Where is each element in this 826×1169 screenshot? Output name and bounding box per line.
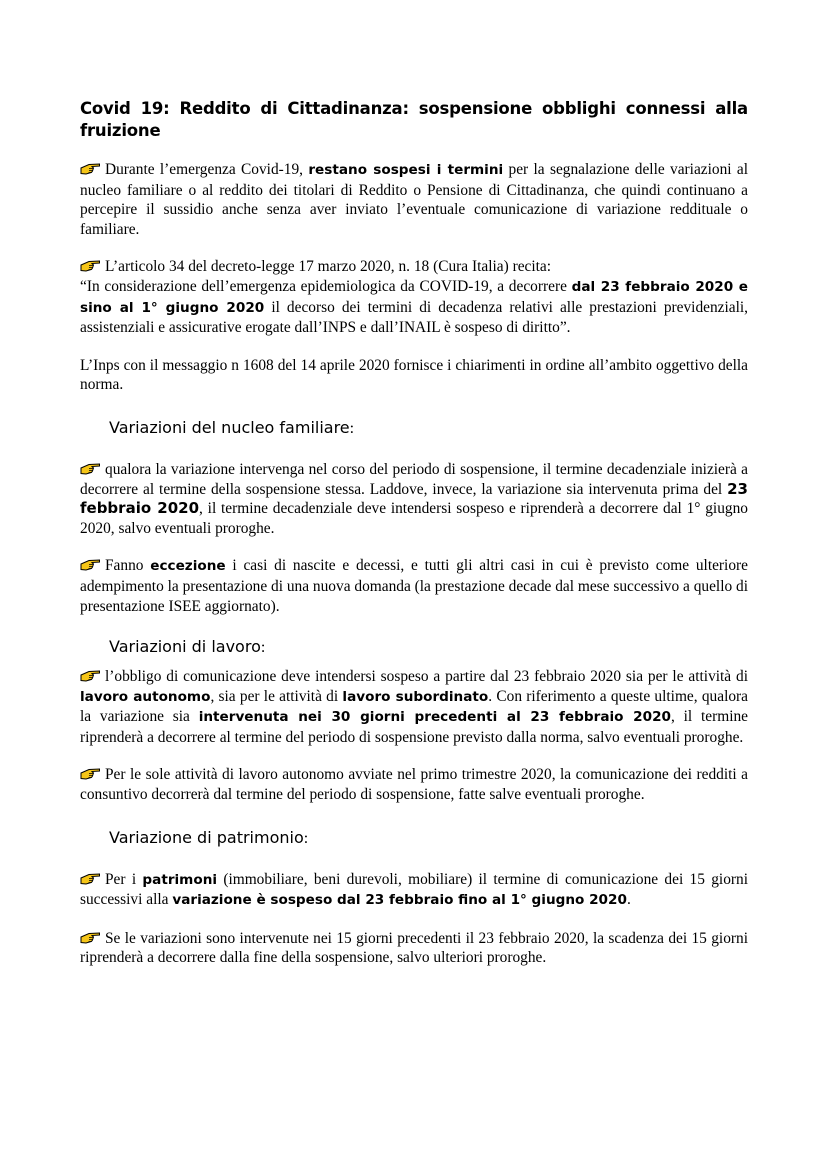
- pointing-hand-icon: [80, 767, 101, 781]
- highlight-text: lavoro subordinato: [342, 688, 489, 705]
- section-heading-nucleo-familiare: Variazioni del nucleo familiare:: [109, 417, 355, 437]
- paragraph-articolo-34-intro: L’articolo 34 del decreto-legge 17 marzo 2020, n. 18 (Cura Italia) recita:: [80, 257, 748, 277]
- highlight-text: intervenuta nei 30 giorni precedenti al 23 febbraio 2020: [198, 709, 671, 726]
- section-heading-patrimonio: Variazione di patrimonio:: [109, 827, 309, 847]
- paragraph-sospensione-termini: Durante l’emergenza Covid-19, restano sospesi i termini per la segnalazione delle variazioni al nucleo familiare o al reddito dei titolari di Reddito o Pensione di Cittadinanza, che quindi continuano a percepire il sussidio anche senza aver inviato l’eventuale comunicazione di variazione reddituale o familiare.: [80, 161, 748, 238]
- paragraph-lavoro-obbligo: l’obbligo di comunicazione deve intendersi sospeso a partire dal 23 febbraio 2020 sia per le attività di lavoro autonomo, sia per le attività di lavoro subordinato. Con riferimento a queste ultime, qualora la variazione sia intervenuta nei 30 giorni precedenti al 23 febbraio 2020, il termine riprenderà a decorrere al termine del periodo di sospensione previsto dalla norma, salvo eventuali proroghe.: [80, 668, 748, 746]
- pointing-hand-icon: [80, 558, 101, 572]
- paragraph-articolo-34-quote: “In considerazione dell’emergenza epidemiologica da COVID-19, a decorrere dal 23 febbraio 2020 e sino al 1° giugno 2020 il decorso dei termini di decadenza relativi alle prestazioni previdenziali, assistenziali e assicurative erogate dall’INPS e dall’INAIL è sospeso di diritto”.: [80, 277, 749, 337]
- document-title: Covid 19: Reddito di Cittadinanza: sospensione obblighi connessi alla fruizione: [80, 99, 748, 140]
- pointing-hand-icon: [80, 931, 101, 945]
- highlight-text: 23 febbraio 2020: [80, 479, 748, 518]
- pointing-hand-icon: [80, 872, 101, 886]
- section-heading-lavoro: Variazioni di lavoro:: [109, 637, 266, 657]
- paragraph-patrimonio-sospensione: Per i patrimoni (immobiliare, beni durevoli, mobiliare) il termine di comunicazione dei 15 giorni successivi alla variazione è sospeso dal 23 febbraio fino al 1° giugno 2020.: [80, 870, 748, 909]
- paragraph-nucleo-eccezione: Fanno eccezione i casi di nascite e decessi, e tutti gli altri casi in cui è previsto come ulteriore adempimento la presentazione di una nuova domanda (la prestazione decade dal mese successivo a quello di presentazione ISEE aggiornato).: [80, 557, 748, 615]
- paragraph-nucleo-variazione: qualora la variazione intervenga nel corso del periodo di sospensione, il termine decadenziale inizierà a decorrere al termine della sospensione stessa. Laddove, invece, la variazione sia intervenuta prima del 23 febbraio 2020, il termine decadenziale deve intendersi sospeso e riprenderà a decorrere dal 1° giugno 2020, salvo eventuali proroghe.: [80, 460, 748, 537]
- pointing-hand-icon: [80, 259, 101, 273]
- highlight-text: lavoro autonomo: [80, 688, 211, 705]
- paragraph-messaggio-inps: L’Inps con il messaggio n 1608 del 14 aprile 2020 fornisce i chiarimenti in ordine all’ambito oggettivo della norma.: [80, 356, 748, 394]
- paragraph-patrimonio-scadenza: Se le variazioni sono intervenute nei 15 giorni precedenti il 23 febbraio 2020, la scadenza dei 15 giorni riprenderà a decorrere dalla fine della sospensione, salvo ulteriori proroghe.: [80, 929, 748, 967]
- highlight-text: patrimoni: [142, 871, 218, 888]
- highlight-text: dal 23 febbraio 2020 e sino al 1° giugno 2020: [80, 278, 748, 316]
- document-page: [80, 98, 748, 968]
- pointing-hand-icon: [80, 669, 101, 683]
- paragraph-lavoro-autonomo: Per le sole attività di lavoro autonomo avviate nel primo trimestre 2020, la comunicazione dei redditi a consuntivo decorrerà dal termine del periodo di sospensione, fatte salve eventuali proroghe.: [80, 766, 748, 804]
- pointing-hand-icon: [80, 462, 101, 476]
- highlight-text: eccezione: [150, 558, 226, 575]
- highlight-text: variazione è sospeso dal 23 febbraio fino al 1° giugno 2020: [172, 892, 627, 909]
- pointing-hand-icon: [80, 162, 101, 176]
- highlight-text: restano sospesi i termini: [308, 162, 504, 178]
